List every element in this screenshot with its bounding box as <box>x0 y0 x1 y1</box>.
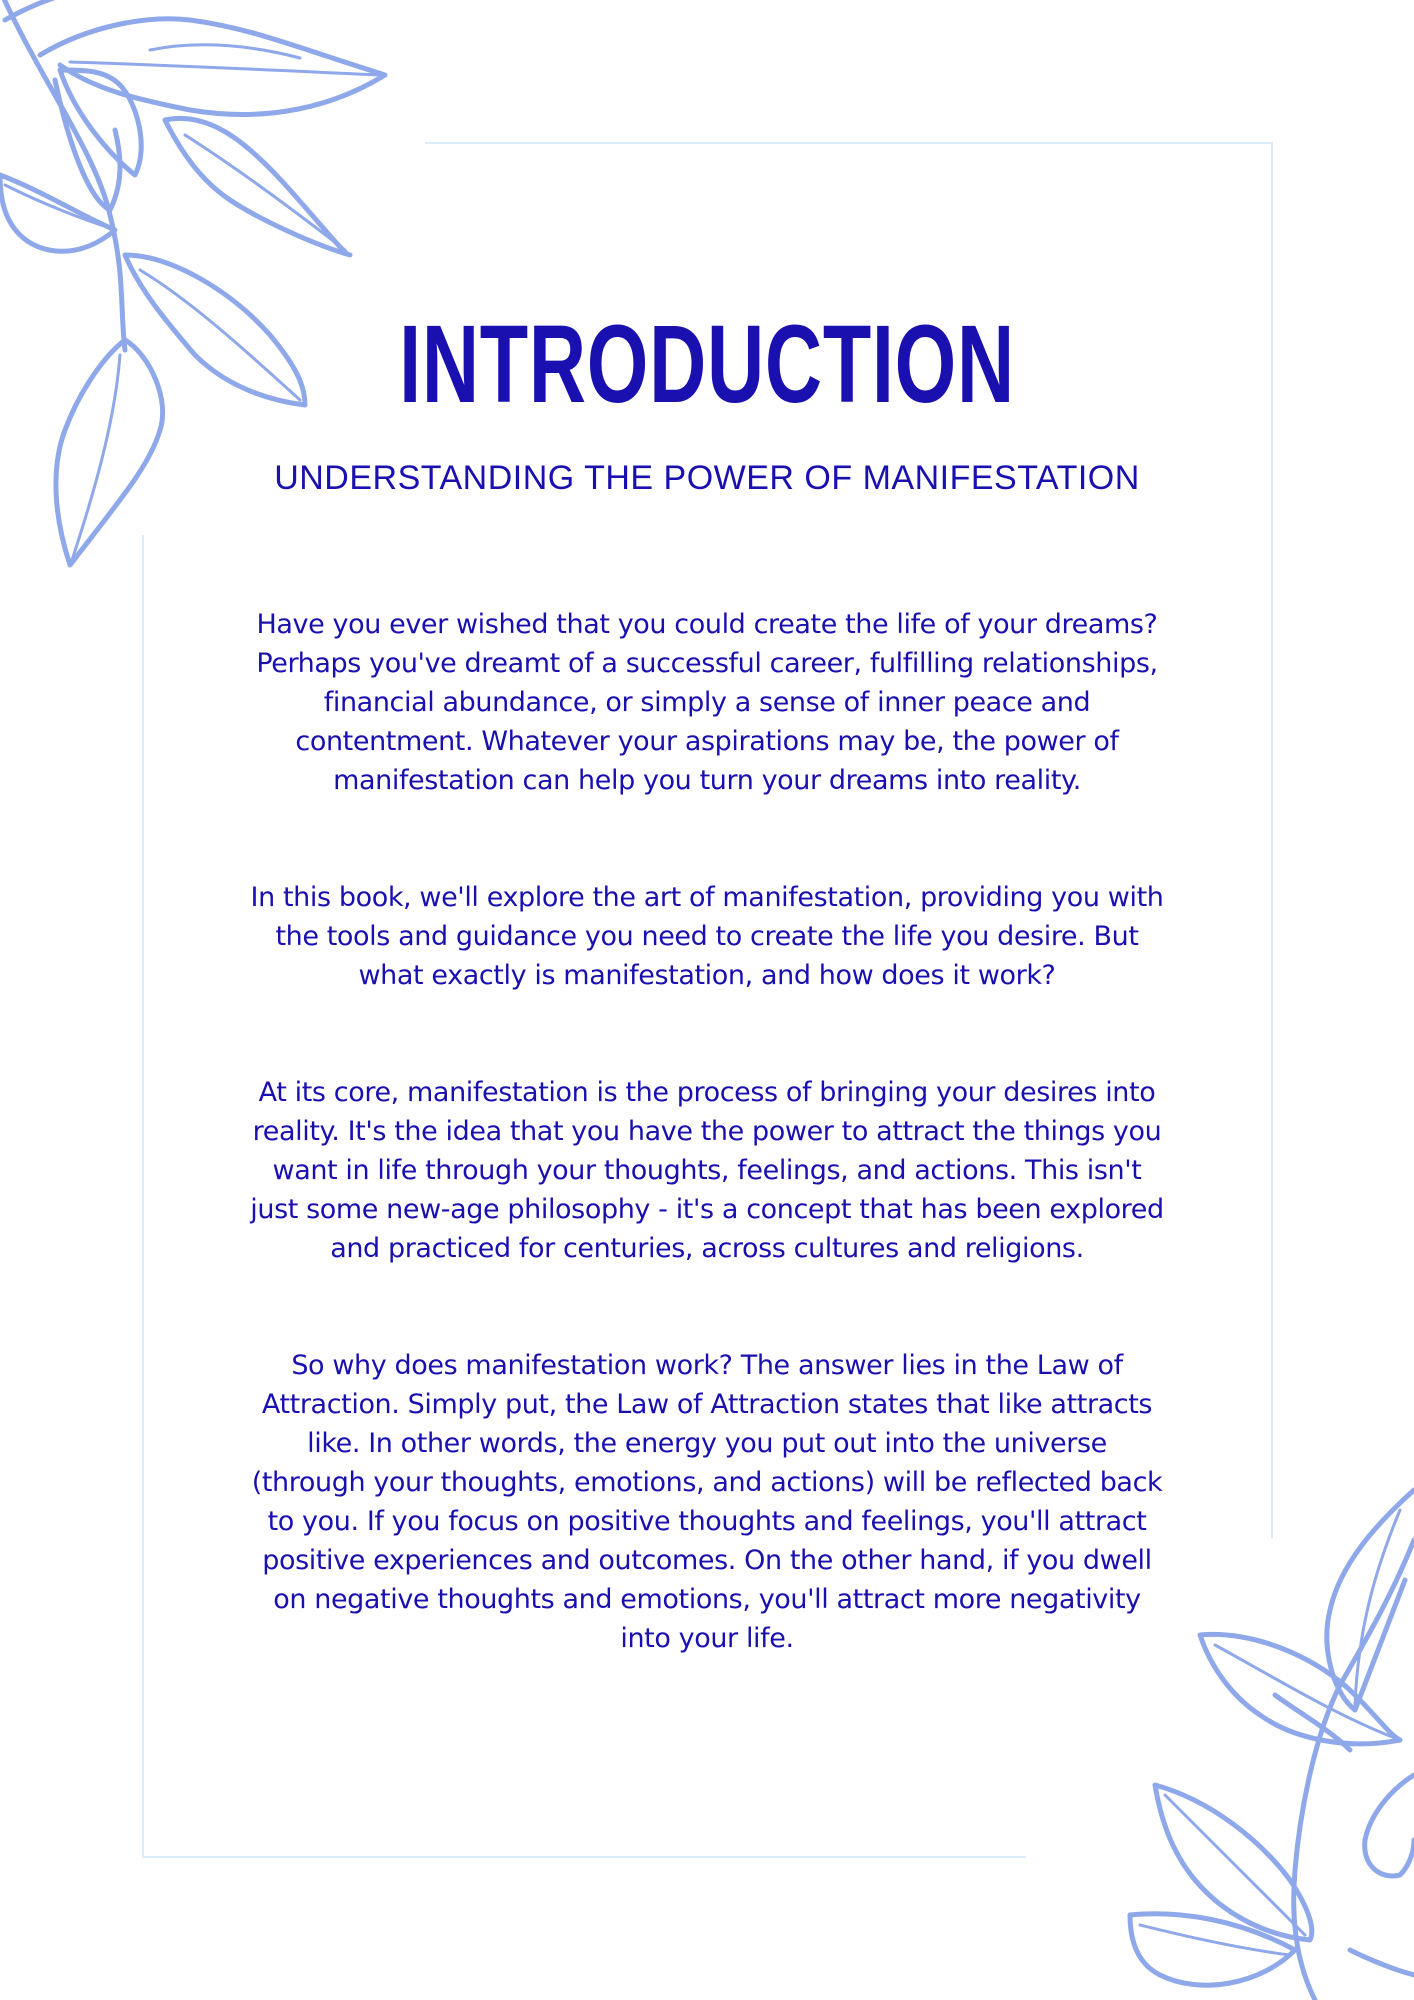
page-title: INTRODUCTION <box>399 303 1015 426</box>
body-text <box>250 605 1164 1736</box>
frame-top-line <box>425 142 1273 144</box>
paragraph-4: So why does manifestation work? The answer lies in the Law of Attraction. Simply put, the Law of Attraction states that like attracts like. In other words, the energy you put out into the universe (through your thoughts, emotions, and actions) will be reflected back to you. If you focus on positive thoughts and feelings, you'll attract positive experiences and outcomes. On the other hand, if you dwell on negative thoughts and emotions, you'll attract more negativity into your life. <box>251 1350 1163 1654</box>
page-subtitle: UNDERSTANDING THE POWER OF MANIFESTATION <box>274 459 1140 497</box>
frame-left-line <box>142 535 144 1858</box>
paragraph-2: In this book, we'll explore the art of manifestation, providing you with the tools and guidance you need to create the life you desire. But what exactly is manifestation, and how does it work? <box>250 882 1164 991</box>
paragraph-3: At its core, manifestation is the process of bringing your desires into reality. It's the idea that you have the power to attract the things you want in life through your thoughts, feelings, and actions. This isn't just some new-age philosophy - it's a concept that has been explored and practiced for centuries, across cultures and religions. <box>250 1077 1164 1264</box>
paragraph-1: Have you ever wished that you could create the life of your dreams? Perhaps you've dreamt of a successful career, fulfilling relationships, financial abundance, or simply a sense of inner peace and contentment. Whatever your aspirations may be, the power of manifestation can help you turn your dreams into reality. <box>256 609 1158 796</box>
frame-bottom-line <box>142 1856 1026 1858</box>
frame-right-line <box>1271 142 1273 1538</box>
